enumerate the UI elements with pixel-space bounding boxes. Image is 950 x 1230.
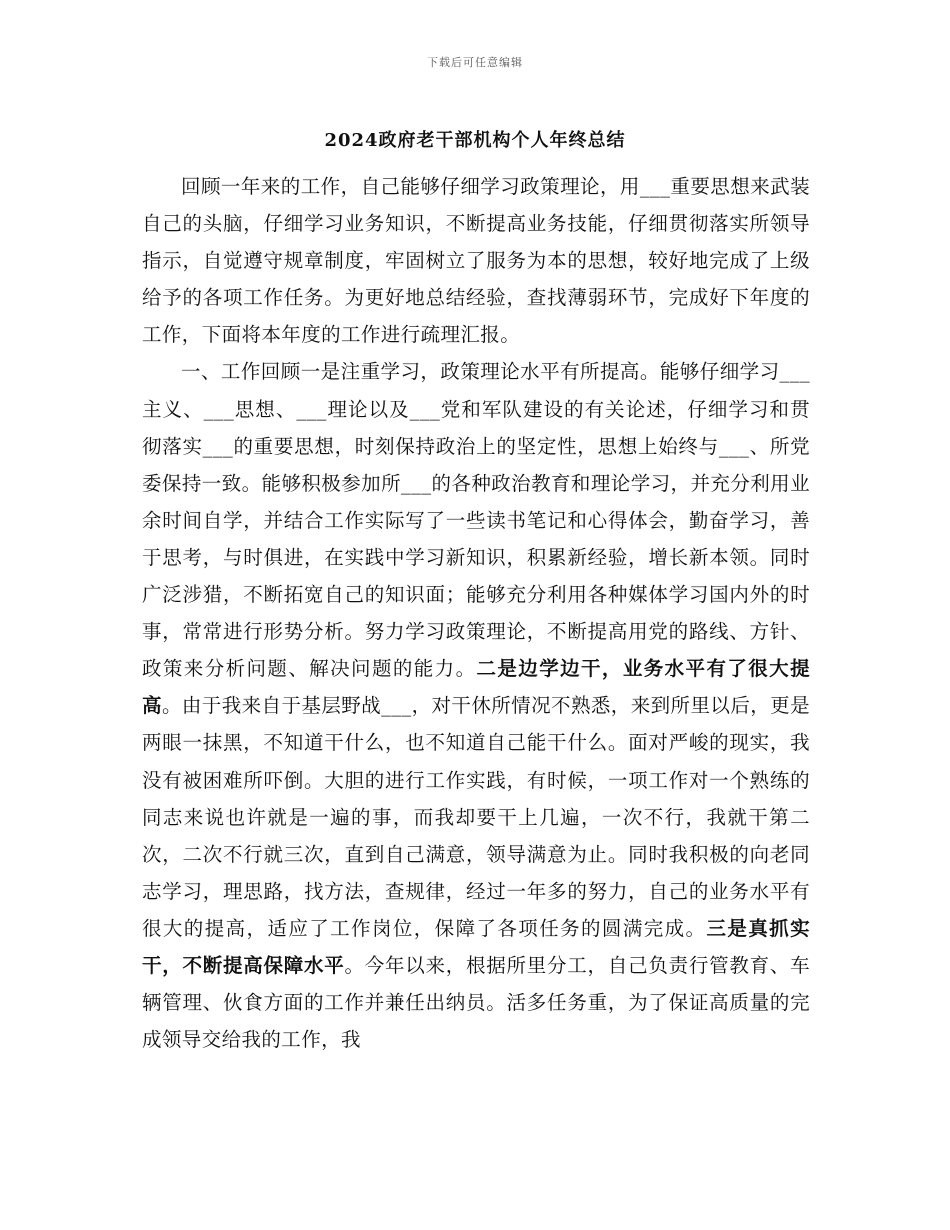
paragraph-intro: 回顾一年来的工作，自己能够仔细学习政策理论，用___重要思想来武装自己的头脑，仔细学习业务知识，不断提高业务技能，仔细贯彻落实所领导指示，自觉遵守规章制度，牢固树立了服务为本的思想，较好地完成了上级给予的各项工作任务。为更好地总结经验，查找薄弱环节，完成好下年度的工作，下面将本年度的工作进行疏理汇报。: [142, 175, 810, 347]
bold-heading-practical-work: 三是真抓实干，不断提高保障水平: [142, 916, 810, 977]
header-note: 下载后可任意编辑: [427, 56, 523, 69]
bold-heading-learning-by-doing: 二是边学边干，业务水平有了很大提高: [142, 657, 810, 718]
document-body: [142, 168, 810, 1058]
paragraph-text: 一、工作回顾一是注重学习，政策理论水平有所提高。能够仔细学习___主义、___思想、___理论以及___党和军队建设的有关论述，仔细学习和贯彻落实___的重要思想，时刻保持政治上的坚定性，思想上始终与___、所党委保持一致。能够积极参加所___的各种政治教育和理论学习，并充分利用业余时间自学，并结合工作实际写了一些读书笔记和心得体会，勤奋学习，善于思考，与时俱进，在实践中学习新知识，积累新经验，增长新本领。同时广泛涉猎，不断拓宽自己的知识面；能够充分利用各种媒体学习国内外的时事，常常进行形势分析。努力学习政策理论，不断提高用党的路线、方针、政策来分析问题、解决问题的能力。: [142, 360, 810, 681]
paragraph-work-review: [142, 353, 810, 1058]
document-title: 2024政府老干部机构个人年终总结: [324, 130, 626, 151]
paragraph-text: 。由于我来自于基层野战___，对干休所情况不熟悉，来到所里以后，更是两眼一抹黑，不知道干什么，也不知道自己能干什么。面对严峻的现实，我没有被困难所吓倒。大胆的进行工作实践，有时候，一项工作对一个熟练的同志来说也许就是一遍的事，而我却要干上几遍，一次不行，我就干第二次，二次不行就三次，直到自己满意，领导满意为止。同时我积极的向老同志学习，理思路，找方法，查规律，经过一年多的努力，自己的业务水平有很大的提高，适应了工作岗位，保障了各项任务的圆满完成。: [142, 694, 810, 940]
paragraph-text: 。今年以来，根据所里分工，自己负责行管教育、车辆管理、伙食方面的工作并兼任出纳员。活多任务重，为了保证高质量的完成领导交给我的工作，我: [142, 953, 810, 1052]
